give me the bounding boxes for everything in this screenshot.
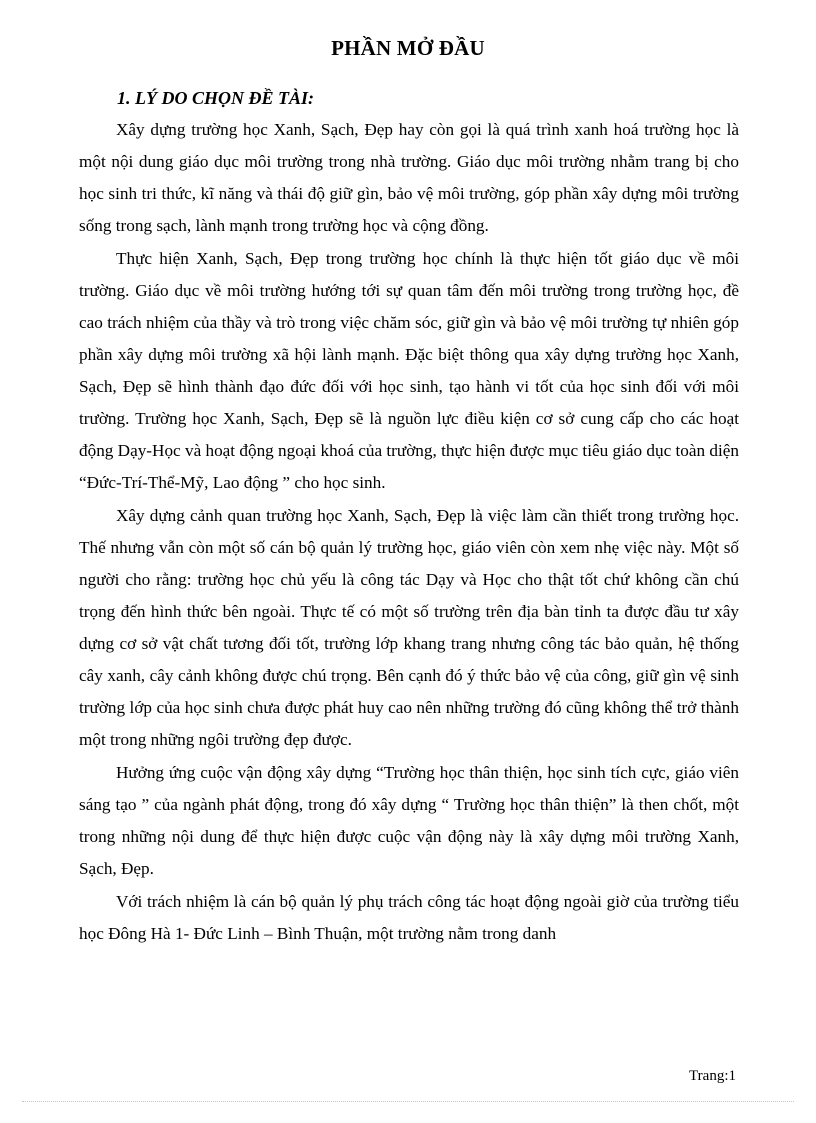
page-title: PHẦN MỞ ĐẦU — [331, 36, 485, 60]
page-number: Trang:1 — [689, 1068, 736, 1084]
section-heading: 1. LÝ DO CHỌN ĐỀ TÀI: — [117, 88, 314, 108]
document-body — [79, 83, 739, 951]
paragraph-3: Xây dựng cảnh quan trường học Xanh, Sạch, Đẹp là việc làm cần thiết trong trường học. Thế nhưng vẫn còn một số cán bộ quản lý trường học, giáo viên còn xem nhẹ việc này. Một số người cho rằng: trường học chủ yếu là công tác Dạy và Học cho thật tốt chứ không cần chú trọng đến hình thức bên ngoài. Thực tế có một số trường trên địa bàn tỉnh ta được đầu tư xây dựng cơ sở vật chất tương đối tốt, trường lớp khang trang nhưng công tác bảo quản, hệ thống cây xanh, cây cảnh không được chú trọng. Bên cạnh đó ý thức bảo vệ của công, giữ gìn vệ sinh trường lớp của học sinh chưa được phát huy cao nên những trường đó cũng không thể trở thành một trong những ngôi trường đẹp được. — [79, 506, 739, 749]
paragraph-5: Với trách nhiệm là cán bộ quản lý phụ trách công tác hoạt động ngoài giờ của trường tiểu học Đông Hà 1- Đức Linh – Bình Thuận, một trường nằm trong danh — [79, 892, 739, 943]
page-break-divider — [22, 1101, 794, 1102]
paragraph-4: Hưởng ứng cuộc vận động xây dựng “Trường học thân thiện, học sinh tích cực, giáo viên sáng tạo ” của ngành phát động, trong đó xây dựng “ Trường học thân thiện” là then chốt, một trong những nội dung để thực hiện được cuộc vận động này là xây dựng môi trường Xanh, Sạch, Đẹp. — [79, 763, 739, 878]
paragraph-2: Thực hiện Xanh, Sạch, Đẹp trong trường học chính là thực hiện tốt giáo dục về môi trường. Giáo dục về môi trường hướng tới sự quan tâm đến môi trường trong trường học, đề cao trách nhiệm của thầy và trò trong việc chăm sóc, giữ gìn và bảo vệ môi trường tự nhiên góp phần xây dựng môi trường xã hội lành mạnh. Đặc biệt thông qua xây dựng trường học Xanh, Sạch, Đẹp sẽ hình thành đạo đức đối với học sinh, tạo hành vi tốt của học sinh đối với môi trường. Trường học Xanh, Sạch, Đẹp sẽ là nguồn lực điều kiện cơ sở cung cấp cho các hoạt động Dạy-Học và hoạt động ngoại khoá của trường, thực hiện được mục tiêu giáo dục toàn diện “Đức-Trí-Thể-Mỹ, Lao động ” cho học sinh. — [79, 249, 739, 492]
paragraph-1: Xây dựng trường học Xanh, Sạch, Đẹp hay còn gọi là quá trình xanh hoá trường học là một nội dung giáo dục môi trường trong nhà trường. Giáo dục môi trường nhằm trang bị cho học sinh tri thức, kĩ năng và thái độ giữ gìn, bảo vệ môi trường, góp phần xây dựng môi trường sống trong sạch, lành mạnh trong trường học và cộng đồng. — [79, 120, 739, 235]
